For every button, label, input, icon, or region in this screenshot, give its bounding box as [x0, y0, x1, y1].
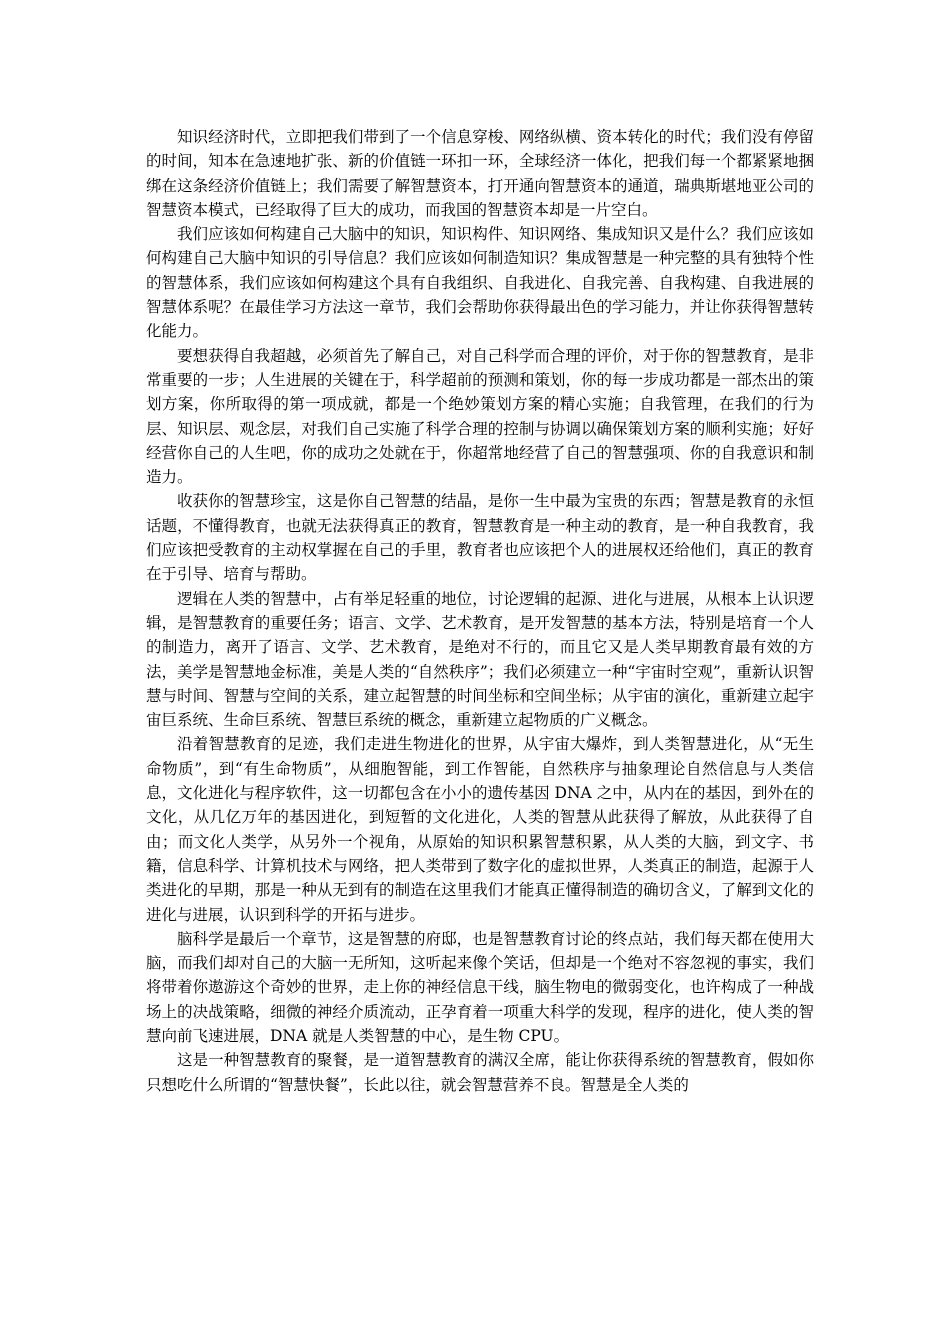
paragraph-5: 逻辑在人类的智慧中，占有举足轻重的地位，讨论逻辑的起源、进化与进展，从根本上认识逻辑，是智慧教育的重要任务；语言、文学、艺术教育，是开发智慧的基本方法，特别是培育一个人的制造力，离开了语言、文学、艺术教育，是绝对不行的，而且它又是人类早期教育最有效的方法，美学是智慧地金标准，美是人类的“自然秩序”；我们必须建立一种“宇宙时空观”，重新认识智慧与时间、智慧与空间的关系，建立起智慧的时间坐标和空间坐标；从宇宙的演化，重新建立起宇宙巨系统、生命巨系统、智慧巨系统的概念，重新建立起物质的广义概念。 [146, 589, 814, 730]
paragraph-4: 收获你的智慧珍宝，这是你自己智慧的结晶，是你一生中最为宝贵的东西；智慧是教育的永恒话题，不懂得教育，也就无法获得真正的教育，智慧教育是一种主动的教育，是一种自我教育，我们应该把受教育的主动权掌握在自己的手里，教育者也应该把个人的进展权还给他们，真正的教育在于引导、培育与帮助。 [146, 492, 814, 584]
paragraph-2: 我们应该如何构建自己大脑中的知识，知识构件、知识网络、集成知识又是什么？我们应该如何构建自己大脑中知识的引导信息？我们应该如何制造知识？集成智慧是一种完整的具有独特个性的智慧体系，我们应该如何构建这个具有自我组织、自我进化、自我完善、自我构建、自我进展的智慧体系呢？在最佳学习方法这一章节，我们会帮助你获得最出色的学习能力，并让你获得智慧转化能力。 [146, 225, 814, 341]
paragraph-6: 沿着智慧教育的足迹，我们走进生物进化的世界，从宇宙大爆炸，到人类智慧进化，从“无生命物质”，到“有生命物质”，从细胞智能，到工作智能，自然秩序与抽象理论自然信息与人类信息，文化进化与程序软件，这一切都包含在小小的遗传基因 DNA 之中，从内在的基因，到外在的文化，从几亿万年的基因进化，到短暂的文化进化，人类的智慧从此获得了解放，从此获得了自由；而文化人类学，从另外一个视角，从原始的知识积累智慧积累，从人类的大脑，到文字、书籍，信息科学、计算机技术与网络，把人类带到了数字化的虚拟世界，人类真正的制造，起源于人类进化的早期，那是一种从无到有的制造在这里我们才能真正懂得制造的确切含义，了解到文化的进化与进展，认识到科学的开拓与进步。 [146, 735, 814, 924]
paragraph-1: 知识经济时代，立即把我们带到了一个信息穿梭、网络纵横、资本转化的时代；我们没有停留的时间，知本在急速地扩张、新的价值链一环扣一环，全球经济一体化，把我们每一个都紧紧地捆绑在这条经济价值链上；我们需要了解智慧资本，打开通向智慧资本的通道，瑞典斯堪地亚公司的智慧资本模式，已经取得了巨大的成功，而我国的智慧资本却是一片空白。 [146, 128, 814, 219]
body-text [146, 125, 814, 1097]
paragraph-7: 脑科学是最后一个章节，这是智慧的府邸，也是智慧教育讨论的终点站，我们每天都在使用大脑，而我们却对自己的大脑一无所知，这听起来像个笑话，但却是一个绝对不容忽视的事实，我们将带着你遨游这个奇妙的世界，走上你的神经信息干线，脑生物电的微弱变化，也许构成了一种战场上的决战策略，细微的神经介质流动，正孕育着一项重大科学的发现，程序的进化，使人类的智慧向前飞速进展，DNA 就是人类智慧的中心，是生物 CPU。 [146, 929, 814, 1045]
paragraph-8: 这是一种智慧教育的聚餐，是一道智慧教育的满汉全席，能让你获得系统的智慧教育，假如你只想吃什么所谓的“智慧快餐”，长此以往，就会智慧营养不良。智慧是全人类的 [146, 1051, 814, 1094]
paragraph-3: 要想获得自我超越，必须首先了解自己，对自己科学而合理的评价，对于你的智慧教育，是非常重要的一步；人生进展的关键在于，科学超前的预测和策划，你的每一步成功都是一部杰出的策划方案，你所取得的第一项成就，都是一个绝妙策划方案的精心实施；自我管理，在我们的行为层、知识层、观念层，对我们自己实施了科学合理的控制与协调以确保策划方案的顺利实施；好好经营你自己的人生吧，你的成功之处就在于，你超常地经营了自己的智慧强项、你的自我意识和制造力。 [146, 346, 814, 487]
